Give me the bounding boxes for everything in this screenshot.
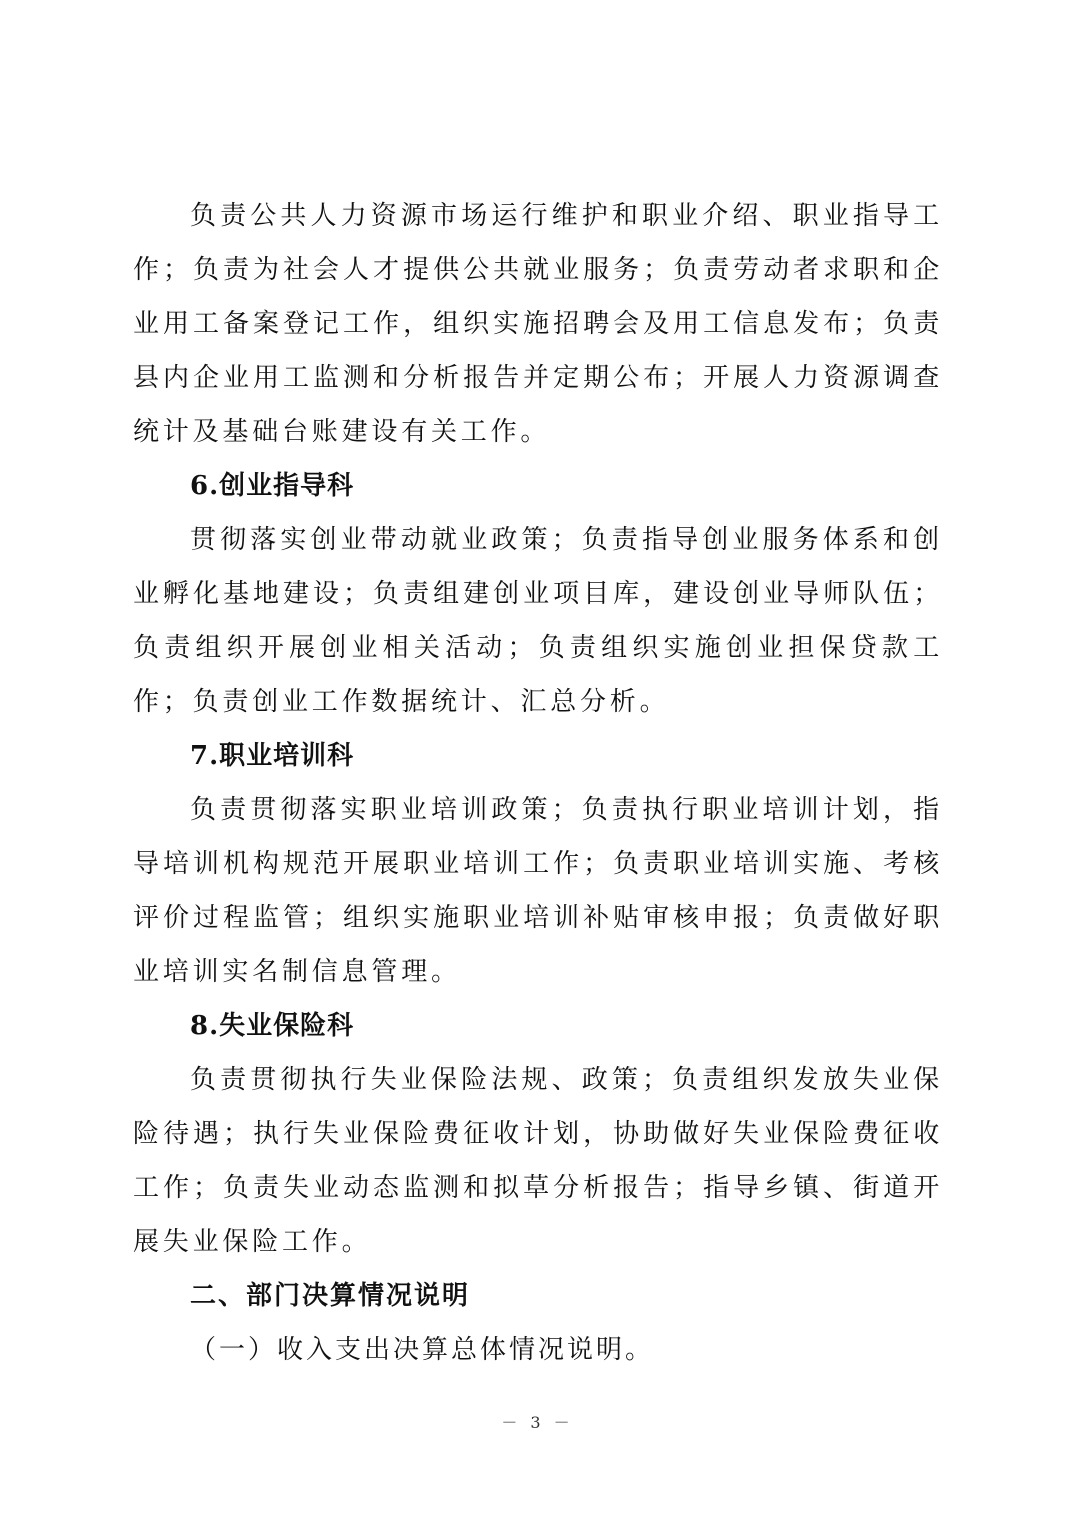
paragraph-market-services: 负责公共人力资源市场运行维护和职业介绍、职业指导工作；负责为社会人才提供公共就业服务；负责劳动者求职和企业用工备案登记工作，组织实施招聘会及用工信息发布；负责县内企业用工监测和分析报告并定期公布；开展人力资源调查统计及基础台账建设有关工作。 [133, 201, 943, 447]
paragraph-entrepreneurship-guidance: 贯彻落实创业带动就业政策；负责指导创业服务体系和创业孵化基地建设；负责组建创业项目库，建设创业导师队伍；负责组织开展创业相关活动；负责组织实施创业担保贷款工作；负责创业工作数据统计、汇总分析。 [133, 525, 943, 717]
heading-unemployment-insurance: 8.失业保险科 [190, 1011, 355, 1041]
heading-entrepreneurship-guidance: 6.创业指导科 [190, 471, 355, 501]
paragraph-vocational-training: 负责贯彻落实职业培训政策；负责执行职业培训计划，指导培训机构规范开展职业培训工作；负责职业培训实施、考核评价过程监管；组织实施职业培训补贴审核申报；负责做好职业培训实名制信息管理。 [133, 795, 943, 987]
document-body [133, 189, 943, 1377]
heading-vocational-training: 7.职业培训科 [190, 741, 355, 771]
subsection-income-expenditure: （一）收入支出决算总体情况说明。 [190, 1335, 655, 1365]
section-heading-final-accounts: 二、部门决算情况说明 [190, 1281, 471, 1311]
paragraph-unemployment-insurance: 负责贯彻执行失业保险法规、政策；负责组织发放失业保险待遇；执行失业保险费征收计划，协助做好失业保险费征收工作；负责失业动态监测和拟草分析报告；指导乡镇、街道开展失业保险工作。 [133, 1065, 943, 1257]
page-number: － 3 － [501, 1413, 574, 1432]
